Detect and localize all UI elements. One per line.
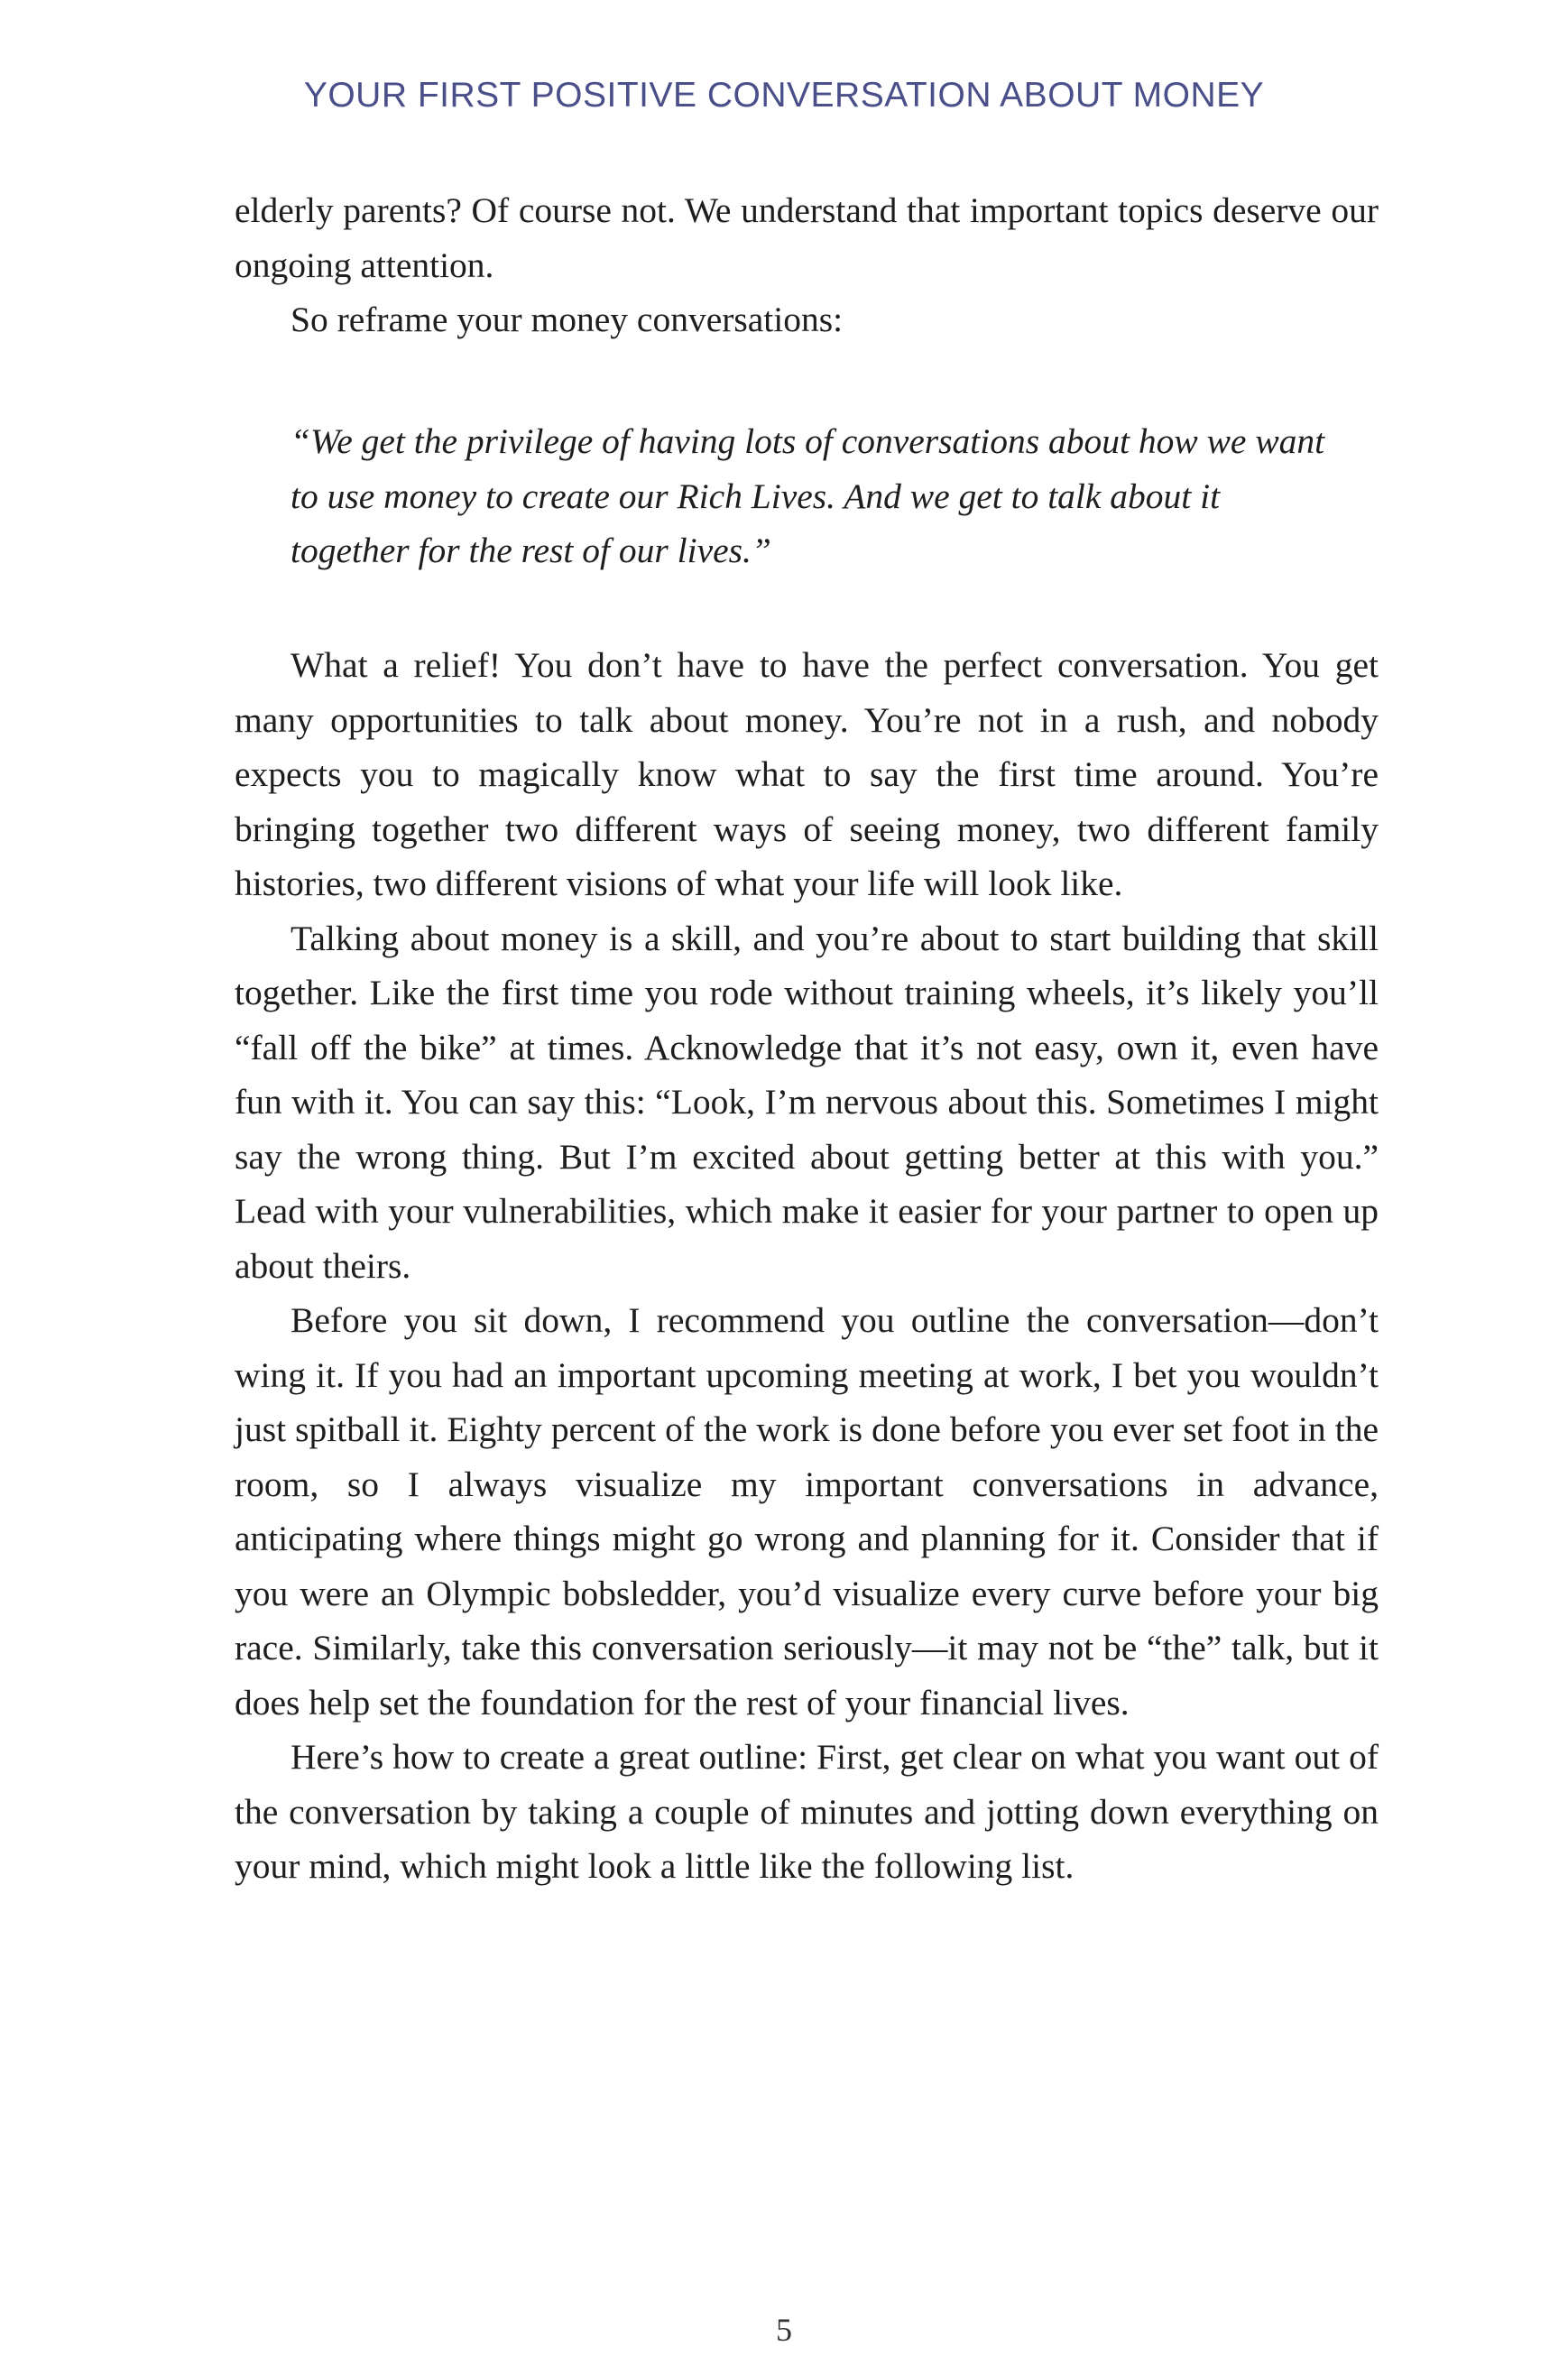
running-head: YOUR FIRST POSITIVE CONVERSATION ABOUT MONEY	[303, 76, 1265, 115]
continued-paragraph: elderly parents? Of course not. We understand that important topics deserve our ongoing attention.	[235, 190, 1379, 285]
opening-text	[235, 183, 1379, 347]
reframe-intro: So reframe your money conversations:	[291, 300, 844, 339]
main-text	[235, 638, 1379, 1894]
paragraph-relief: What a relief! You don’t have to have the perfect conversation. You get many opportunities to talk about money. You’re not in a rush, and nobody expects you to magically know what to say the first time around. You’re bringing together two different ways of seeing money, two different family histories, two different visions of what your life will look like.	[235, 645, 1379, 903]
quote-text: “We get the privilege of having lots of conversations about how we want to use money to create our Rich Lives. And we get to talk about it together for the rest of our lives.”	[291, 421, 1325, 570]
block-quote	[291, 414, 1346, 578]
page-number: 5	[776, 2312, 792, 2348]
paragraph-skill: Talking about money is a skill, and you’re about to start building that skill together. Like the first time you rode without training wheels, it’s likely you’ll “fall off the bike” at times. Acknowledge that it’s not easy, own it, even have fun with it. You can say this: “Look, I’m nervous about this. Sometimes I might say the wrong thing. But I’m excited about getting better at this with you.” Lead with your vulnerabilities, which make it easier for your partner to open up about theirs.	[235, 918, 1379, 1286]
paragraph-great-outline: Here’s how to create a great outline: First, get clear on what you want out of the conversation by taking a couple of minutes and jotting down everything on your mind, which might look a little like the following list.	[235, 1737, 1379, 1886]
paragraph-outline: Before you sit down, I recommend you outline the conversation—don’t wing it. If you had an important upcoming meeting at work, I bet you wouldn’t just spitball it. Eighty percent of the work is done before you ever set foot in the room, so I always visualize my important conversations in advance, anticipating where things might go wrong and planning for it. Consider that if you were an Olympic bobsledder, you’d visualize every curve before your big race. Similarly, take this conversation seriously—it may not be “the” talk, but it does help set the foundation for the rest of your financial lives.	[235, 1300, 1379, 1723]
